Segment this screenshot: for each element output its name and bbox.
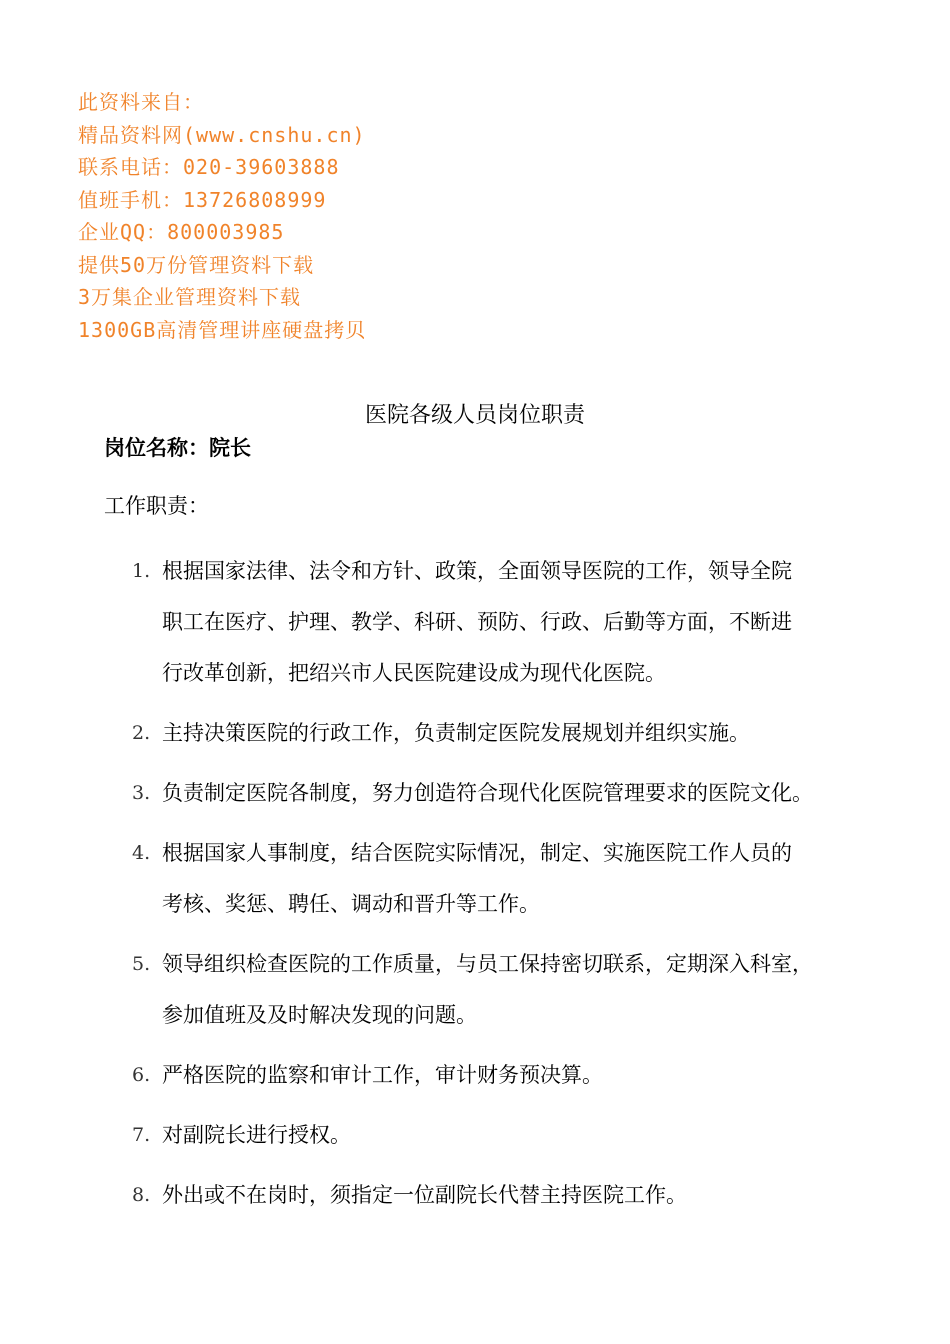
duty-number: 3. [132, 782, 151, 804]
duty-list [128, 546, 868, 1230]
duty-number: 2. [132, 722, 151, 744]
promo-website: 精品资料网(www.cnshu.cn) [78, 122, 366, 147]
position-heading: 岗位名称：院长 [104, 436, 251, 460]
duty-item [128, 1050, 868, 1101]
duty-text: 根据国家法律、法令和方针、政策，全面领导医院的工作，领导全院 职工在医疗、护理、教学、科研、预防、行政、后勤等方面，不断进 行改革创新，把绍兴市人民医院建设成为现代化医院。 [162, 559, 792, 685]
duty-item [128, 708, 868, 759]
duty-item [128, 939, 868, 1041]
promo-phone: 联系电话：020-39603888 [78, 155, 340, 179]
document-title: 医院各级人员岗位职责 [364, 403, 585, 428]
duty-item [128, 768, 868, 819]
duty-text: 对副院长进行授权。 [162, 1123, 351, 1147]
promo-mobile: 值班手机：13726808999 [78, 187, 327, 212]
duties-label: 工作职责： [104, 494, 209, 518]
promo-offer-lectures: 1300GB高清管理讲座硬盘拷贝 [78, 317, 367, 342]
duty-number: 1. [132, 560, 151, 582]
duty-number: 6. [132, 1064, 151, 1086]
duty-number: 4. [132, 842, 151, 864]
duty-text: 严格医院的监察和审计工作，审计财务预决算。 [162, 1063, 603, 1087]
duty-text: 领导组织检查医院的工作质量，与员工保持密切联系，定期深入科室， 参加值班及及时解决发现的问题。 [162, 952, 813, 1027]
duty-text: 主持决策医院的行政工作，负责制定医院发展规划并组织实施。 [162, 721, 750, 745]
promo-block [78, 86, 366, 346]
duty-text: 负责制定医院各制度，努力创造符合现代化医院管理要求的医院文化。 [162, 781, 813, 805]
duty-item [128, 1170, 868, 1221]
promo-qq: 企业QQ：800003985 [78, 220, 285, 244]
duty-text: 根据国家人事制度，结合医院实际情况，制定、实施医院工作人员的 考核、奖惩、聘任、调动和晋升等工作。 [162, 841, 792, 916]
promo-offer-docs: 提供50万份管理资料下载 [78, 252, 315, 277]
promo-source-label: 此资料来自： [78, 90, 204, 114]
duty-number: 5. [132, 953, 151, 975]
promo-offer-videos: 3万集企业管理资料下载 [78, 285, 302, 309]
duty-item [128, 546, 868, 699]
duty-number: 7. [132, 1124, 151, 1146]
duty-item [128, 1110, 868, 1161]
duty-text: 外出或不在岗时，须指定一位副院长代替主持医院工作。 [162, 1183, 687, 1207]
duty-item [128, 828, 868, 930]
duty-number: 8. [132, 1184, 151, 1206]
